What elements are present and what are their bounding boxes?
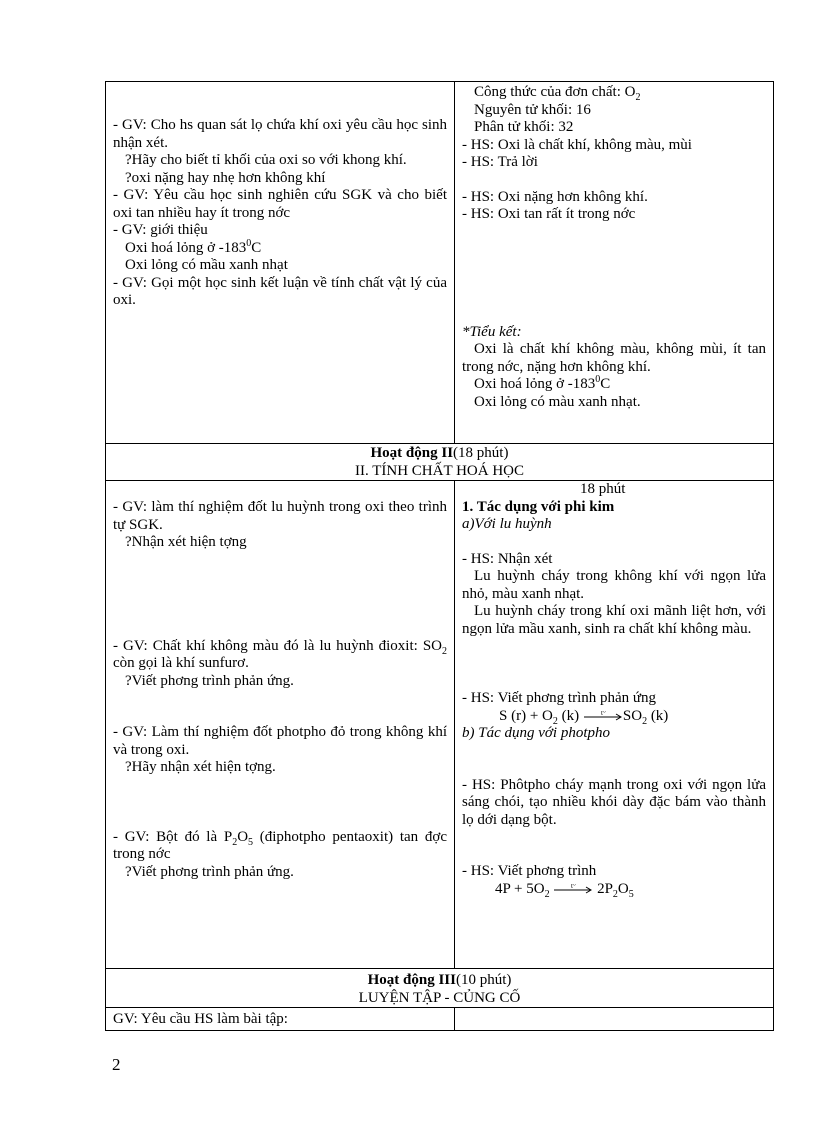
subsection-heading: b) Tác dụng với photpho	[462, 725, 610, 741]
svg-text:t°: t°	[571, 884, 577, 891]
time-label: 18 phút	[580, 481, 626, 497]
teacher-text: - GV: Cho hs quan sát lọ chứa khí oxi yêu cầu học sinh nhận xét.	[113, 117, 447, 151]
student-activity-cell	[455, 82, 774, 444]
teacher-text: - GV: Chất khí không màu đó là lu huỳnh đioxit: $SO_2$ còn gọi là khí sunfurơ.	[113, 637, 447, 671]
activity-heading-row	[106, 444, 774, 481]
summary-label: *Tiểu kết:	[462, 323, 522, 340]
teacher-text: ?Viết phơng trình phản ứng.	[125, 863, 294, 880]
activity-title: Hoạt động III	[367, 972, 456, 988]
teacher-text: ?oxi nặng hay nhẹ hơn không khí	[125, 169, 326, 186]
teacher-text: ?Nhận xét hiện tợng	[125, 534, 247, 550]
reaction-equation: $4P + 5O_2$ t° $2P_2O_5$	[495, 880, 634, 900]
teacher-text: - GV: Làm thí nghiệm đốt photpho đỏ trong không khí và trong oxi.	[113, 724, 447, 758]
teacher-text: - GV: Bột đó là $P_2O_5$ (điphotpho pentaoxit) tan đợc trong nớc	[113, 828, 447, 862]
student-text: Lu huỳnh cháy trong khí oxi mãnh liệt hơn, với ngọn lửa mầu xanh, sinh ra chất khí không màu.	[462, 603, 766, 637]
student-text: - HS: Nhận xét	[462, 550, 553, 567]
student-activity-cell	[455, 481, 774, 969]
student-text: Lu huỳnh cháy trong không khí với ngọn lửa nhỏ, màu xanh nhạt.	[462, 568, 766, 602]
teacher-text: - GV: giới thiệu	[113, 222, 208, 238]
activity-duration: (10 phút)	[455, 972, 512, 988]
activity-title: Hoạt động II	[370, 445, 454, 461]
teacher-activity-cell	[106, 1008, 455, 1031]
student-activity-cell	[455, 1008, 774, 1031]
student-text: - HS: Oxi nặng hơn không khí.	[462, 188, 648, 205]
activity-heading-row	[106, 969, 774, 1008]
activity-duration: (18 phút)	[453, 445, 509, 461]
student-text: Phân tử khối: 32	[474, 119, 574, 135]
student-text: - HS: Trả lời	[462, 154, 538, 170]
reaction-arrow-icon	[583, 711, 623, 721]
teacher-text: - GV: Yêu cầu học sinh nghiên cứu SGK và cho biết oxi tan nhiều hay ít trong nớc	[113, 187, 447, 221]
teacher-text: ?Hãy nhận xét hiện tợng.	[125, 759, 276, 775]
teacher-text: ?Hãy cho biết tỉ khối của oxi so với khong khí.	[125, 152, 407, 168]
student-text: - HS: Oxi là chất khí, không màu, mùi	[462, 136, 692, 153]
table-row-physical-properties	[106, 82, 774, 444]
activity-subtitle: LUYỆN TẬP - CỦNG CỐ	[358, 989, 521, 1006]
teacher-text: Oxi hoá lỏng ở $-183^0C$	[125, 237, 262, 256]
student-text: - HS: Oxi tan rất ít trong nớc	[462, 206, 636, 222]
summary-text: Oxi hoá lỏng ở $-183^0C$	[474, 374, 611, 392]
reaction-equation: S $(r) + O_2$ (k) t° $SO_2$ (k)	[499, 707, 669, 727]
student-text: - HS: Phôtpho cháy mạnh trong oxi với ngọn lửa sáng chói, tạo nhiều khói dày đặc bám vào thành lọ dới dạng bột.	[462, 776, 766, 828]
subsection-heading: a)Với lu huỳnh	[462, 516, 552, 532]
page-number: 2	[112, 1055, 121, 1074]
table-row-practice	[106, 1008, 774, 1031]
student-text: - HS: Viết phơng trình phản ứng	[462, 690, 657, 706]
activity-heading	[106, 969, 774, 1008]
student-text: Công thức của đơn chất: $O_2$	[474, 84, 641, 103]
teacher-activity-cell	[106, 82, 455, 444]
teacher-text: - GV: Gọi một học sinh kết luận về tính chất vật lý của oxi.	[113, 274, 447, 308]
lesson-plan-table	[105, 81, 774, 1031]
activity-subtitle: II. TÍNH CHẤT HOÁ HỌC	[354, 462, 525, 479]
svg-text:t°: t°	[600, 711, 606, 718]
reaction-arrow-icon	[553, 884, 593, 894]
student-text: Nguyên tử khối: 16	[474, 101, 591, 118]
teacher-text: GV: Yêu cầu HS làm bài tập:	[113, 1011, 288, 1027]
table-row-chemical-properties	[106, 481, 774, 969]
summary-text: Oxi là chất khí không màu, không mùi, ít tan trong nớc, nặng hơn không khí.	[462, 341, 766, 375]
student-text: - HS: Viết phơng trình	[462, 863, 597, 879]
summary-text: Oxi lỏng có màu xanh nhạt.	[474, 393, 641, 410]
teacher-text: ?Viết phơng trình phản ứng.	[125, 672, 294, 689]
activity-heading	[106, 444, 774, 481]
section-heading: 1. Tác dụng với phi kim	[462, 498, 615, 515]
teacher-text: - GV: làm thí nghiệm đốt lu huỳnh trong oxi theo trình tự SGK.	[113, 499, 447, 533]
teacher-activity-cell	[106, 481, 455, 969]
teacher-text: Oxi lỏng có mầu xanh nhạt	[125, 257, 288, 273]
